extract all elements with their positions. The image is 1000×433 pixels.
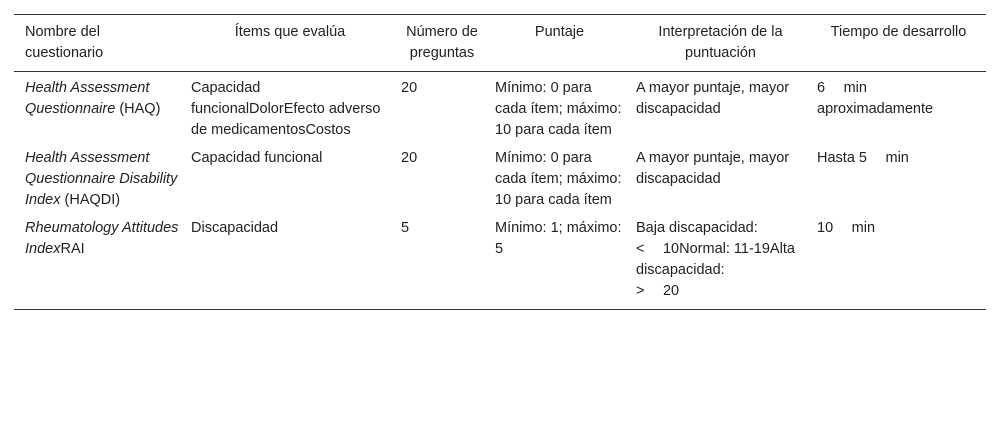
cell-time: 10 min: [817, 220, 876, 236]
interpretation-line: A mayor puntaje, mayor discapacidad: [636, 150, 790, 187]
cell-questions: 20: [401, 80, 418, 96]
name-suffix: (HAQ): [119, 101, 161, 117]
name-suffix: RAI: [60, 241, 85, 257]
header-score: Puntaje: [534, 24, 585, 40]
cell-questions: 20: [401, 150, 418, 166]
header-row: [14, 15, 986, 72]
table-header: [14, 15, 986, 72]
header-interpretation: Interpretación de la puntuación: [658, 24, 783, 61]
cell-score: Mínimo: 0 para cada ítem; máximo: 10 para cada ítem: [495, 80, 622, 138]
cell-name: [14, 144, 185, 214]
header-questions: Número de preguntas: [406, 24, 478, 61]
header-items: Ítems que evalúa: [234, 24, 346, 40]
cell-time: Hasta 5 min: [817, 150, 909, 166]
interpretation-line: > 20: [636, 283, 680, 299]
cell-interpretation: [630, 72, 811, 145]
cell-questions: 5: [401, 220, 410, 236]
interpretation-line: < 10Normal: 11-19Alta discapacidad:: [636, 241, 795, 278]
header-name: Nombre del cuestionario: [25, 24, 104, 61]
cell-name: [14, 214, 185, 310]
cell-items: Discapacidad: [191, 220, 279, 236]
questionnaire-table: [14, 14, 986, 310]
interpretation-line: Baja discapacidad:: [636, 220, 758, 236]
cell-time: 6 min aproximadamente: [817, 80, 934, 117]
cell-items: Capacidad funcional: [191, 150, 323, 166]
table-row: [14, 72, 986, 145]
name-italic: Health Assessment Questionnaire: [25, 80, 150, 117]
cell-interpretation: [630, 144, 811, 214]
name-italic: Health Assessment Questionnaire Disability Index: [25, 150, 178, 208]
cell-interpretation: [630, 214, 811, 310]
interpretation-line: A mayor puntaje, mayor discapacidad: [636, 80, 790, 117]
table-row: [14, 144, 986, 214]
cell-items: Capacidad funcionalDolorEfecto adverso de medicamentosCostos: [191, 80, 381, 138]
table-body: [14, 72, 986, 310]
name-suffix: (HAQDI): [64, 192, 121, 208]
cell-score: Mínimo: 0 para cada ítem; máximo: 10 para cada ítem: [495, 150, 622, 208]
cell-name: [14, 72, 185, 145]
table-row: [14, 214, 986, 310]
cell-score: Mínimo: 1; máximo: 5: [495, 220, 622, 257]
name-italic: Rheumatology Attitudes Index: [25, 220, 179, 257]
header-time: Tiempo de desarrollo: [830, 24, 967, 40]
